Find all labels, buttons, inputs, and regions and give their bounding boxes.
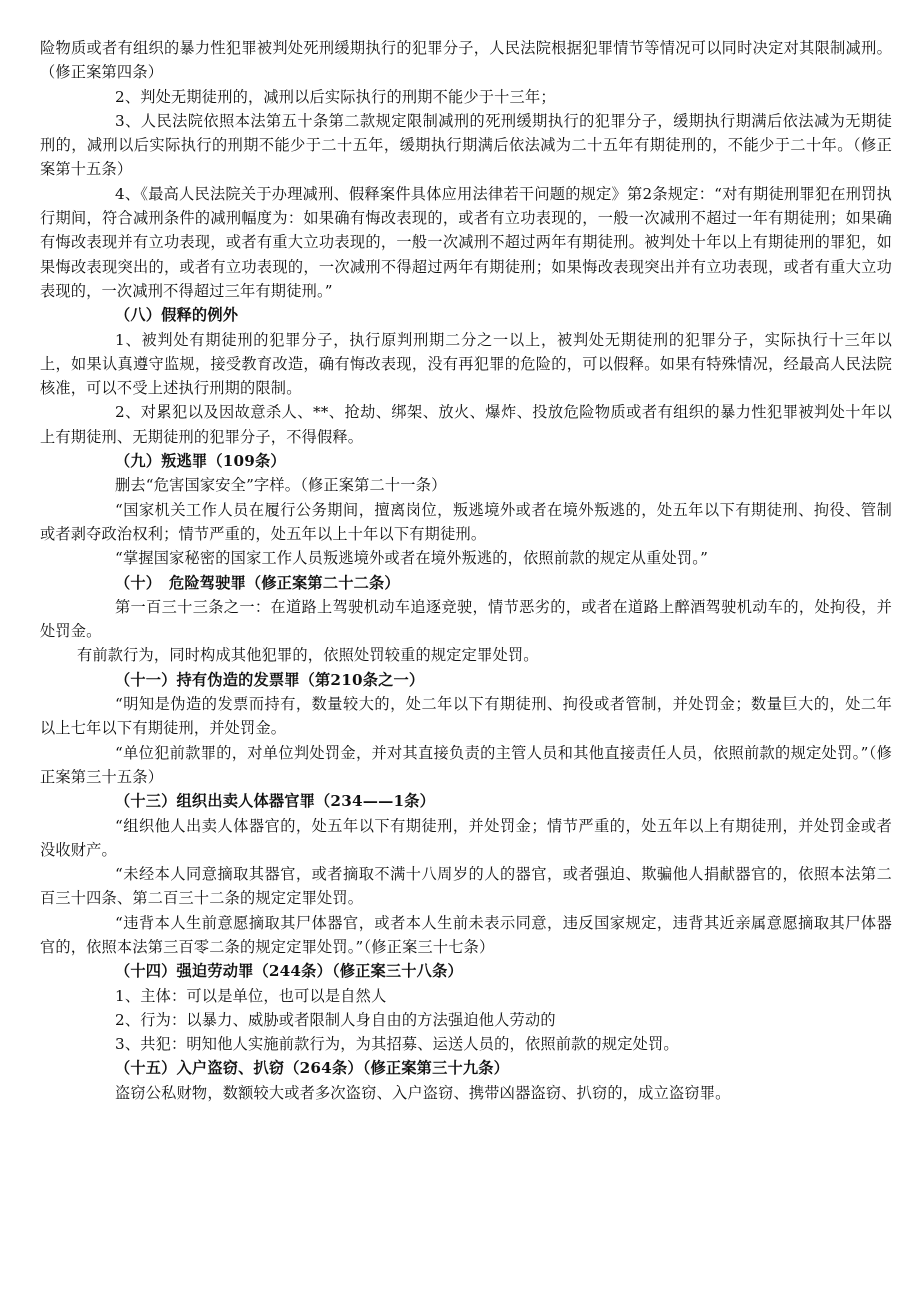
section-heading: （十） 危险驾驶罪（修正案第二十二条）: [115, 573, 400, 592]
paragraph: “明知是伪造的发票而持有，数量较大的，处二年以下有期徒刑、拘役或者管制，并处罚金；数量巨大的，处二年以上七年以下有期徒刑，并处罚金。: [40, 695, 892, 738]
paragraph: 4、《最高人民法院关于办理减刑、假释案件具体应用法律若干问题的规定》第2条规定：“对有期徒刑罪犯在刑罚执行期间，符合减刑条件的减刑幅度为：如果确有悔改表现的，或者有立功表现的，一般一次减刑不超过一年有期徒刑；如果确有悔改表现并有立功表现，或者有重大立功表现的，一般一次减刑不超过两年有期徒刑。被判处十年以上有期徒刑的罪犯，如果悔改表现突出的，或者有立功表现的，一次减刑不得超过两年有期徒刑；如果悔改表现突出并有立功表现，或者有重大立功表现的，一次减刑不得超过三年有期徒刑。”: [40, 184, 892, 300]
paragraph: “未经本人同意摘取其器官，或者摘取不满十八周岁的人的器官，或者强迫、欺骗他人捐献器官的，依照本法第二百三十四条、第二百三十二条的规定定罪处罚。: [40, 865, 892, 908]
section-heading: （九）叛逃罪（109条）: [115, 452, 286, 471]
document-body: [40, 36, 892, 1105]
paragraph: 3、人民法院依照本法第五十条第二款规定限制减刑的死刑缓期执行的犯罪分子，缓期执行期满后依法减为无期徒刑的，减刑以后实际执行的刑期不能少于二十五年，缓期执行期满后依法减为二十五年有期徒刑的，不能少于二十年。（修正案第十五条）: [40, 111, 892, 179]
paragraph: 删去“危害国家安全”字样。（修正案第二十一条）: [115, 476, 447, 495]
paragraph: “掌握国家秘密的国家工作人员叛逃境外或者在境外叛逃的，依照前款的规定从重处罚。”: [115, 549, 709, 568]
paragraph: 盗窃公私财物，数额较大或者多次盗窃、入户盗窃、携带凶器盗窃、扒窃的，成立盗窃罪。: [115, 1083, 731, 1102]
paragraph: “单位犯前款罪的，对单位判处罚金，并对其直接负责的主管人员和其他直接责任人员，依照前款的规定处罚。”（修正案第三十五条）: [40, 743, 892, 786]
section-heading: （十一）持有伪造的发票罪（第210条之一）: [115, 670, 425, 689]
paragraph: “组织他人出卖人体器官的，处五年以下有期徒刑，并处罚金；情节严重的，处五年以上有期徒刑，并处罚金或者没收财产。: [40, 816, 892, 859]
section-heading: （十五）入户盗窃、扒窃（264条）（修正案第三十九条）: [115, 1059, 510, 1078]
section-heading: （十三）组织出卖人体器官罪（234——1条）: [115, 792, 436, 811]
paragraph: 2、判处无期徒刑的，减刑以后实际执行的刑期不能少于十三年；: [115, 87, 556, 106]
paragraph: “违背本人生前意愿摘取其尸体器官，或者本人生前未表示同意，违反国家规定，违背其近亲属意愿摘取其尸体器官的，依照本法第三百零二条的规定定罪处罚。”（修正案三十七条）: [40, 913, 892, 956]
paragraph: 3、共犯：明知他人实施前款行为，为其招募、运送人员的，依照前款的规定处罚。: [115, 1035, 679, 1054]
paragraph: 1、被判处有期徒刑的犯罪分子，执行原判刑期二分之一以上，被判处无期徒刑的犯罪分子，实际执行十三年以上，如果认真遵守监规，接受教育改造，确有悔改表现，没有再犯罪的危险的，可以假释。如果有特殊情况，经最高人民法院核准，可以不受上述执行刑期的限制。: [40, 330, 892, 398]
paragraph: 第一百三十三条之一：在道路上驾驶机动车追逐竞驶，情节恶劣的，或者在道路上醉酒驾驶机动车的，处拘役，并处罚金。: [40, 597, 892, 641]
paragraph-continued: 险物质或者有组织的暴力性犯罪被判处死刑缓期执行的犯罪分子，人民法院根据犯罪情节等情况可以同时决定对其限制减刑。（修正案第四条）: [40, 39, 892, 82]
paragraph: 1、主体：可以是单位，也可以是自然人: [115, 986, 387, 1005]
paragraph: 2、对累犯以及因故意杀人、**、抢劫、绑架、放火、爆炸、投放危险物质或者有组织的暴力性犯罪被判处十年以上有期徒刑、无期徒刑的犯罪分子，不得假释。: [40, 403, 892, 446]
section-heading: （十四）强迫劳动罪（244条）（修正案三十八条）: [115, 962, 463, 981]
section-heading: （八）假释的例外: [115, 306, 239, 325]
paragraph: 有前款行为，同时构成其他犯罪的，依照处罚较重的规定定罪处罚。: [77, 646, 539, 665]
paragraph: “国家机关工作人员在履行公务期间，擅离岗位，叛逃境外或者在境外叛逃的，处五年以下有期徒刑、拘役、管制或者剥夺政治权利；情节严重的，处五年以上十年以下有期徒刑。: [40, 500, 892, 543]
paragraph: 2、行为：以暴力、威胁或者限制人身自由的方法强迫他人劳动的: [115, 1010, 556, 1029]
